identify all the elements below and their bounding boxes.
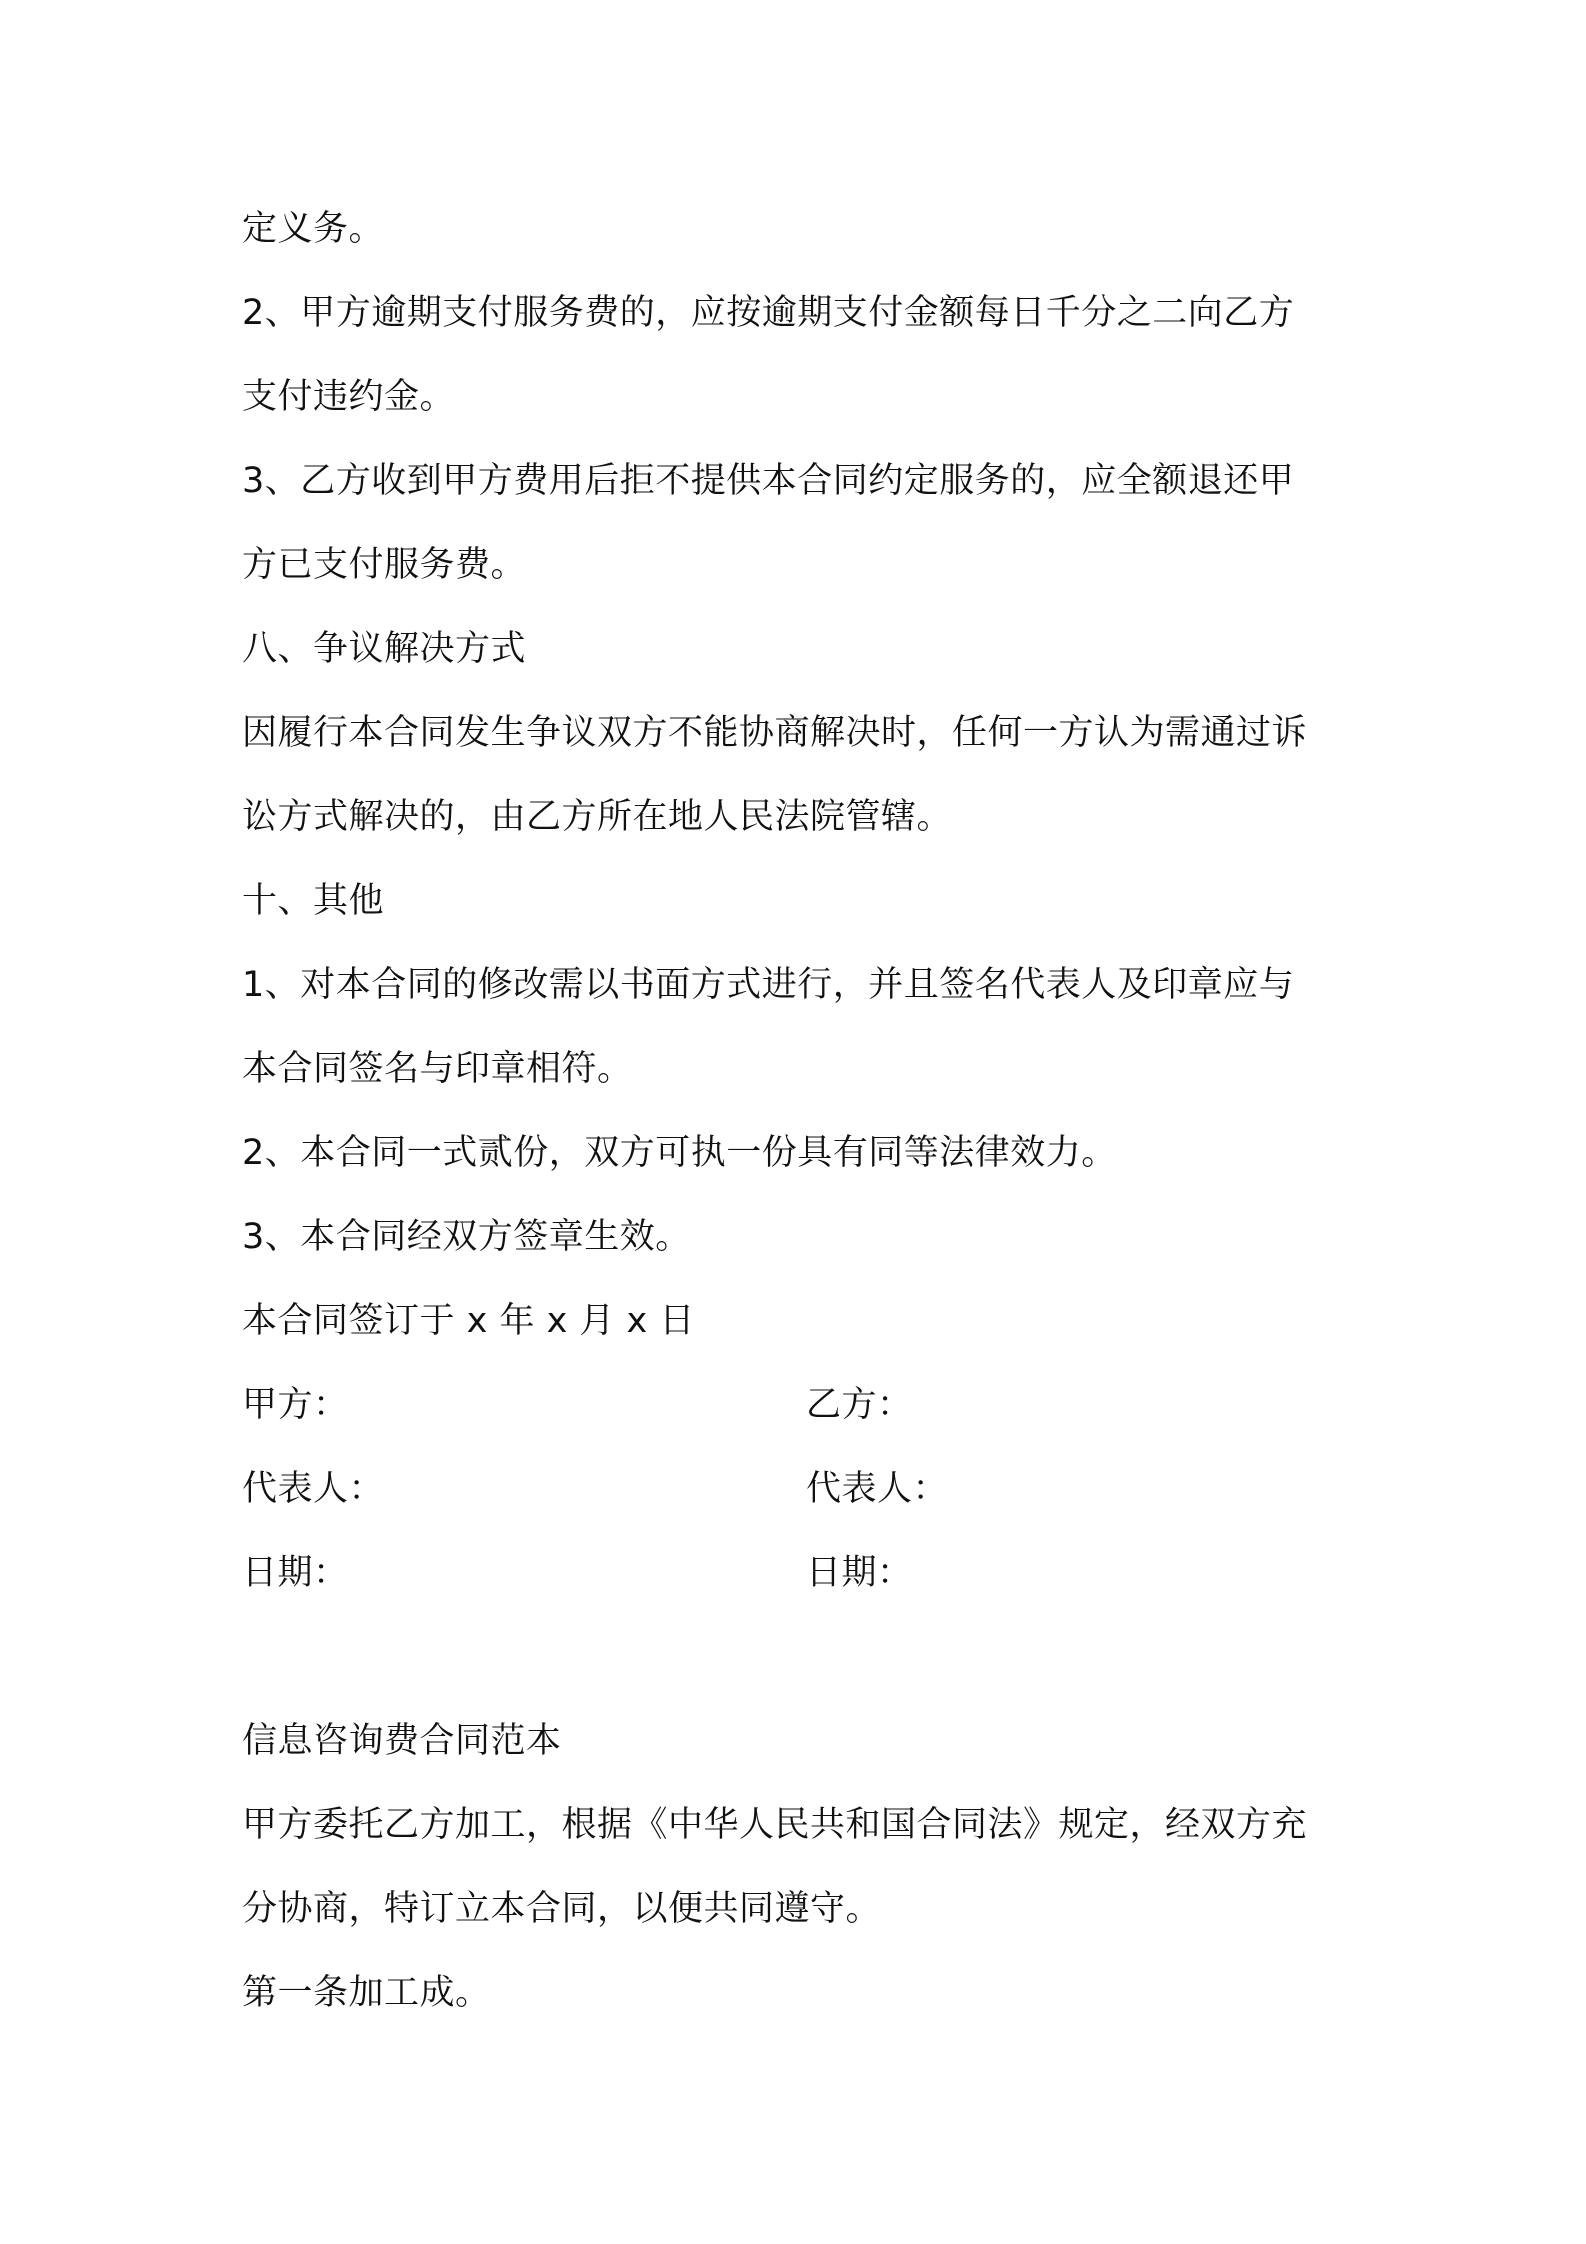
section-heading: 八、争议解决方式: [242, 629, 527, 669]
text-line: 1、对本合同的修改需以书面方式进行，并且签名代表人及印章应与: [242, 965, 1295, 1005]
party-b-label: 乙方：: [806, 1385, 913, 1425]
text-line: 因履行本合同发生争议双方不能协商解决时，任何一方认为需通过诉: [242, 713, 1308, 753]
text-line: 3、乙方收到甲方费用后拒不提供本合同约定服务的，应全额退还甲: [242, 461, 1295, 501]
second-document-title: 信息咨询费合同范本: [242, 1721, 562, 1761]
text-line: 定义务。: [242, 209, 385, 249]
article-heading: 第一条加工成。: [242, 1973, 491, 2013]
text-line: 2、本合同一式贰份，双方可执一份具有同等法律效力。: [242, 1133, 1117, 1173]
text-line: 2、甲方逾期支付服务费的，应按逾期支付金额每日千分之二向乙方: [242, 293, 1295, 333]
text-line: 3、本合同经双方签章生效。: [242, 1217, 691, 1257]
text-line: 支付违约金。: [242, 377, 456, 417]
section-heading: 十、其他: [242, 881, 385, 921]
date-a-label: 日期：: [242, 1553, 349, 1593]
representative-b-label: 代表人：: [806, 1469, 949, 1509]
text-line: 甲方委托乙方加工，根据《中华人民共和国合同法》规定，经双方充: [242, 1805, 1308, 1845]
text-line: 本合同签名与印章相符。: [242, 1049, 633, 1089]
party-a-label: 甲方：: [242, 1385, 349, 1425]
signing-date-line: 本合同签订于 x 年 x 月 x 日: [242, 1301, 695, 1341]
text-line: 分协商，特订立本合同，以便共同遵守。: [242, 1889, 882, 1929]
text-line: 方已支付服务费。: [242, 545, 527, 585]
text-line: 讼方式解决的，由乙方所在地人民法院管辖。: [242, 797, 953, 837]
date-b-label: 日期：: [806, 1553, 913, 1593]
representative-a-label: 代表人：: [242, 1469, 385, 1509]
